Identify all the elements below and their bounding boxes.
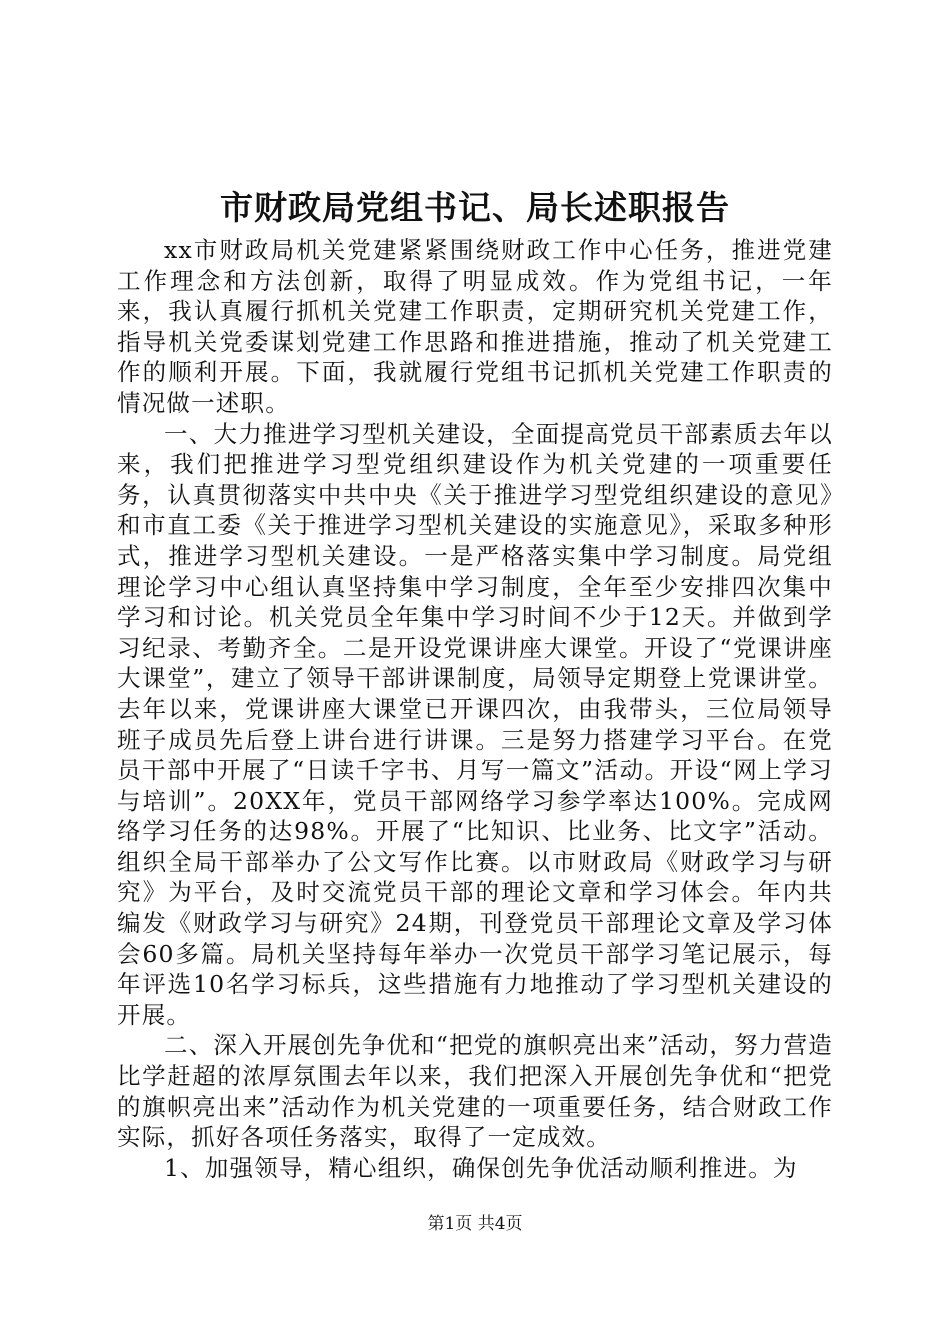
paragraph-subsection-1: 1、加强领导，精心组织，确保创先争优活动顺利推进。为 <box>164 1153 798 1182</box>
document-body <box>117 235 833 1183</box>
page-number-footer: 第1页 共4页 <box>427 1214 523 1234</box>
document-title: 市财政局党组书记、局长述职报告 <box>220 188 730 227</box>
paragraph-section-2: 二、深入开展创先争优和“把党的旗帜亮出来”活动，努力营造比学赶超的浓厚氛围去年以来，我们把深入开展创先争优和“把党的旗帜亮出来”活动作为机关党建的一项重要任务，结合财政工作实际，抓好各项任务落实，取得了一定成效。 <box>117 1031 833 1152</box>
paragraph-section-1: 一、大力推进学习型机关建设，全面提高党员干部素质去年以来，我们把推进学习型党组织建设作为机关党建的一项重要任务，认真贯彻落实中共中央《关于推进学习型党组织建设的意见》和市直工委《关于推进学习型机关建设的实施意见》，采取多种形式，推进学习型机关建设。一是严格落实集中学习制度。局党组理论学习中心组认真坚持集中学习制度，全年至少安排四次集中学习和讨论。机关党员全年集中学习时间不少于12天。并做到学习纪录、考勤齐全。二是开设党课讲座大课堂。开设了“党课讲座大课堂”，建立了领导干部讲课制度，局领导定期登上党课讲堂。去年以来，党课讲座大课堂已开课四次，由我带头，三位局领导班子成员先后登上讲台进行讲课。三是努力搭建学习平台。在党员干部中开展了“日读千字书、月写一篇文”活动。开设“网上学习与培训”。20XX年，党员干部网络学习参学率达100%。完成网络学习任务的达98%。开展了“比知识、比业务、比文字”活动。组织全局干部举办了公文写作比赛。以市财政局《财政学习与研究》为平台，及时交流党员干部的理论文章和学习体会。年内共编发《财政学习与研究》24期，刊登党员干部理论文章及学习体会60多篇。局机关坚持每年举办一次党员干部学习笔记展示，每年评选10名学习标兵，这些措施有力地推动了学习型机关建设的开展。 <box>117 419 833 1029</box>
paragraph-intro: xx市财政局机关党建紧紧围绕财政工作中心任务，推进党建工作理念和方法创新，取得了明显成效。作为党组书记，一年来，我认真履行抓机关党建工作职责，定期研究机关党建工作，指导机关党委谋划党建工作思路和推进措施，推动了机关党建工作的顺利开展。下面，我就履行党组书记抓机关党建工作职责的情况做一述职。 <box>117 236 833 417</box>
